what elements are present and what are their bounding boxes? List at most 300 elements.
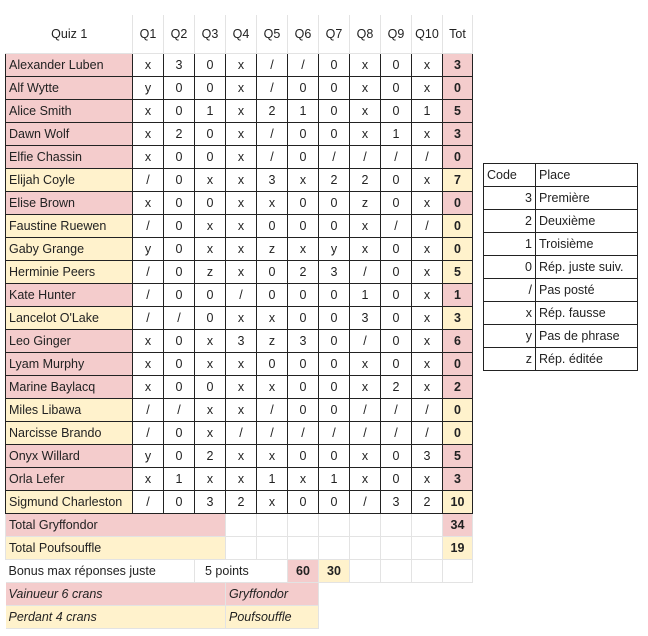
- student-name[interactable]: Leo Ginger: [6, 330, 133, 353]
- empty-cell[interactable]: [412, 514, 443, 537]
- empty-cell[interactable]: [257, 537, 288, 560]
- score-cell[interactable]: /: [350, 399, 381, 422]
- score-cell[interactable]: x: [133, 146, 164, 169]
- student-name[interactable]: Elijah Coyle: [6, 169, 133, 192]
- score-cell[interactable]: 0: [319, 54, 350, 77]
- score-cell[interactable]: /: [133, 399, 164, 422]
- empty-cell[interactable]: [257, 514, 288, 537]
- score-cell[interactable]: /: [257, 54, 288, 77]
- score-cell[interactable]: /: [350, 491, 381, 514]
- legend-place[interactable]: Troisième: [536, 233, 638, 256]
- score-cell[interactable]: /: [133, 422, 164, 445]
- total-cell[interactable]: 0: [443, 238, 473, 261]
- score-cell[interactable]: x: [350, 353, 381, 376]
- score-cell[interactable]: x: [133, 192, 164, 215]
- score-cell[interactable]: 0: [257, 261, 288, 284]
- score-cell[interactable]: x: [226, 215, 257, 238]
- score-cell[interactable]: 0: [164, 353, 195, 376]
- score-cell[interactable]: 3: [350, 307, 381, 330]
- score-cell[interactable]: x: [226, 238, 257, 261]
- score-cell[interactable]: 0: [288, 146, 319, 169]
- score-cell[interactable]: /: [412, 399, 443, 422]
- result-house[interactable]: Gryffondor: [226, 583, 319, 606]
- score-cell[interactable]: x: [133, 376, 164, 399]
- score-cell[interactable]: z: [257, 238, 288, 261]
- column-header[interactable]: Tot: [443, 15, 473, 54]
- legend-place[interactable]: Pas posté: [536, 279, 638, 302]
- student-name[interactable]: Elfie Chassin: [6, 146, 133, 169]
- empty-cell[interactable]: [226, 537, 257, 560]
- legend-code[interactable]: x: [484, 302, 536, 325]
- score-cell[interactable]: /: [133, 215, 164, 238]
- column-header[interactable]: Q9: [381, 15, 412, 54]
- empty-cell[interactable]: [350, 560, 381, 583]
- score-cell[interactable]: x: [350, 54, 381, 77]
- total-cell[interactable]: 0: [443, 215, 473, 238]
- score-cell[interactable]: x: [350, 215, 381, 238]
- score-cell[interactable]: x: [350, 468, 381, 491]
- score-cell[interactable]: x: [133, 123, 164, 146]
- score-cell[interactable]: x: [226, 376, 257, 399]
- score-cell[interactable]: 0: [319, 192, 350, 215]
- score-cell[interactable]: 0: [319, 100, 350, 123]
- total-cell[interactable]: 0: [443, 192, 473, 215]
- student-name[interactable]: Onyx Willard: [6, 445, 133, 468]
- bonus-poufsouffle[interactable]: 30: [319, 560, 350, 583]
- empty-cell[interactable]: [288, 537, 319, 560]
- score-cell[interactable]: x: [257, 491, 288, 514]
- score-cell[interactable]: 0: [164, 238, 195, 261]
- score-cell[interactable]: /: [350, 330, 381, 353]
- student-name[interactable]: Alice Smith: [6, 100, 133, 123]
- score-cell[interactable]: 0: [164, 77, 195, 100]
- score-cell[interactable]: 0: [288, 123, 319, 146]
- score-cell[interactable]: /: [257, 422, 288, 445]
- total-cell[interactable]: 1: [443, 284, 473, 307]
- score-cell[interactable]: /: [257, 399, 288, 422]
- score-cell[interactable]: 0: [288, 491, 319, 514]
- score-cell[interactable]: x: [133, 353, 164, 376]
- score-cell[interactable]: x: [195, 468, 226, 491]
- score-cell[interactable]: 0: [319, 445, 350, 468]
- score-cell[interactable]: x: [412, 307, 443, 330]
- score-cell[interactable]: 0: [319, 399, 350, 422]
- empty-cell[interactable]: [319, 537, 350, 560]
- total-cell[interactable]: 0: [443, 422, 473, 445]
- score-cell[interactable]: /: [381, 146, 412, 169]
- total-cell[interactable]: 3: [443, 307, 473, 330]
- score-cell[interactable]: z: [195, 261, 226, 284]
- score-cell[interactable]: x: [226, 399, 257, 422]
- student-name[interactable]: Orla Lefer: [6, 468, 133, 491]
- legend-place[interactable]: Rép. juste suiv.: [536, 256, 638, 279]
- score-cell[interactable]: x: [288, 238, 319, 261]
- score-cell[interactable]: /: [381, 399, 412, 422]
- score-cell[interactable]: 0: [164, 215, 195, 238]
- total-cell[interactable]: 10: [443, 491, 473, 514]
- score-cell[interactable]: 3: [164, 54, 195, 77]
- total-cell[interactable]: 5: [443, 100, 473, 123]
- total-cell[interactable]: 0: [443, 146, 473, 169]
- score-cell[interactable]: 0: [381, 261, 412, 284]
- score-cell[interactable]: 0: [288, 399, 319, 422]
- column-header[interactable]: Q3: [195, 15, 226, 54]
- score-cell[interactable]: /: [133, 284, 164, 307]
- total-cell[interactable]: 5: [443, 445, 473, 468]
- score-cell[interactable]: y: [133, 445, 164, 468]
- score-cell[interactable]: x: [412, 468, 443, 491]
- score-cell[interactable]: 0: [381, 77, 412, 100]
- score-cell[interactable]: /: [350, 261, 381, 284]
- empty-cell[interactable]: [381, 514, 412, 537]
- score-cell[interactable]: 2: [195, 445, 226, 468]
- score-cell[interactable]: 0: [164, 491, 195, 514]
- total-cell[interactable]: 2: [443, 376, 473, 399]
- score-cell[interactable]: /: [412, 146, 443, 169]
- student-name[interactable]: Elise Brown: [6, 192, 133, 215]
- student-name[interactable]: Herminie Peers: [6, 261, 133, 284]
- score-cell[interactable]: 0: [288, 215, 319, 238]
- score-cell[interactable]: 0: [164, 330, 195, 353]
- student-name[interactable]: Lancelot O'Lake: [6, 307, 133, 330]
- score-cell[interactable]: z: [257, 330, 288, 353]
- score-cell[interactable]: x: [288, 169, 319, 192]
- score-cell[interactable]: 0: [381, 353, 412, 376]
- house-total-label[interactable]: Total Poufsouffle: [6, 537, 226, 560]
- score-cell[interactable]: /: [164, 399, 195, 422]
- score-cell[interactable]: x: [133, 468, 164, 491]
- legend-code-header[interactable]: Code: [484, 164, 536, 187]
- empty-cell[interactable]: [412, 560, 443, 583]
- score-cell[interactable]: 0: [381, 468, 412, 491]
- score-cell[interactable]: 0: [288, 353, 319, 376]
- score-cell[interactable]: x: [133, 54, 164, 77]
- legend-code[interactable]: 3: [484, 187, 536, 210]
- score-cell[interactable]: 3: [288, 330, 319, 353]
- total-cell[interactable]: 0: [443, 353, 473, 376]
- legend-place[interactable]: Deuxième: [536, 210, 638, 233]
- column-header[interactable]: Q6: [288, 15, 319, 54]
- score-cell[interactable]: 0: [381, 307, 412, 330]
- score-cell[interactable]: x: [226, 100, 257, 123]
- column-header[interactable]: Q7: [319, 15, 350, 54]
- empty-cell[interactable]: [350, 514, 381, 537]
- score-cell[interactable]: x: [412, 376, 443, 399]
- score-cell[interactable]: x: [226, 192, 257, 215]
- score-cell[interactable]: 1: [381, 123, 412, 146]
- column-header[interactable]: Q5: [257, 15, 288, 54]
- score-cell[interactable]: /: [350, 422, 381, 445]
- score-cell[interactable]: 1: [288, 100, 319, 123]
- empty-cell[interactable]: [381, 560, 412, 583]
- score-cell[interactable]: x: [412, 261, 443, 284]
- quiz-title[interactable]: Quiz 1: [6, 15, 133, 54]
- score-cell[interactable]: /: [288, 54, 319, 77]
- empty-cell[interactable]: [226, 514, 257, 537]
- column-header[interactable]: Q8: [350, 15, 381, 54]
- score-cell[interactable]: 0: [381, 238, 412, 261]
- score-cell[interactable]: 0: [381, 100, 412, 123]
- empty-cell[interactable]: [288, 514, 319, 537]
- student-name[interactable]: Lyam Murphy: [6, 353, 133, 376]
- score-cell[interactable]: x: [350, 77, 381, 100]
- score-cell[interactable]: /: [288, 422, 319, 445]
- score-cell[interactable]: /: [133, 307, 164, 330]
- score-cell[interactable]: /: [257, 77, 288, 100]
- score-cell[interactable]: y: [133, 238, 164, 261]
- score-cell[interactable]: x: [133, 100, 164, 123]
- score-cell[interactable]: x: [226, 261, 257, 284]
- score-cell[interactable]: 0: [195, 284, 226, 307]
- score-cell[interactable]: 0: [319, 491, 350, 514]
- score-cell[interactable]: 0: [195, 77, 226, 100]
- score-cell[interactable]: x: [412, 123, 443, 146]
- score-cell[interactable]: 0: [164, 169, 195, 192]
- score-cell[interactable]: x: [133, 330, 164, 353]
- score-cell[interactable]: 2: [350, 169, 381, 192]
- score-cell[interactable]: 3: [381, 491, 412, 514]
- score-cell[interactable]: x: [412, 238, 443, 261]
- score-cell[interactable]: 2: [381, 376, 412, 399]
- column-header[interactable]: Q2: [164, 15, 195, 54]
- score-cell[interactable]: x: [350, 376, 381, 399]
- score-cell[interactable]: 0: [164, 376, 195, 399]
- score-cell[interactable]: 0: [381, 169, 412, 192]
- score-cell[interactable]: x: [195, 330, 226, 353]
- score-cell[interactable]: /: [381, 215, 412, 238]
- score-cell[interactable]: x: [226, 445, 257, 468]
- score-cell[interactable]: /: [226, 284, 257, 307]
- score-cell[interactable]: x: [350, 123, 381, 146]
- student-name[interactable]: Gaby Grange: [6, 238, 133, 261]
- legend-place[interactable]: Rép. éditée: [536, 348, 638, 371]
- legend-code[interactable]: 0: [484, 256, 536, 279]
- score-cell[interactable]: 0: [195, 192, 226, 215]
- bonus-points[interactable]: 5 points: [195, 560, 288, 583]
- student-name[interactable]: Sigmund Charleston: [6, 491, 133, 514]
- house-total-value[interactable]: 19: [443, 537, 473, 560]
- score-cell[interactable]: 3: [257, 169, 288, 192]
- score-cell[interactable]: x: [226, 169, 257, 192]
- score-cell[interactable]: 0: [164, 261, 195, 284]
- empty-cell[interactable]: [350, 537, 381, 560]
- score-cell[interactable]: x: [226, 54, 257, 77]
- legend-place[interactable]: Rép. fausse: [536, 302, 638, 325]
- total-cell[interactable]: 7: [443, 169, 473, 192]
- score-cell[interactable]: 0: [381, 284, 412, 307]
- score-cell[interactable]: 0: [288, 376, 319, 399]
- total-cell[interactable]: 3: [443, 54, 473, 77]
- legend-code[interactable]: z: [484, 348, 536, 371]
- score-cell[interactable]: /: [319, 146, 350, 169]
- score-cell[interactable]: /: [412, 422, 443, 445]
- student-name[interactable]: Alexander Luben: [6, 54, 133, 77]
- score-cell[interactable]: x: [195, 399, 226, 422]
- score-cell[interactable]: x: [226, 468, 257, 491]
- house-total-value[interactable]: 34: [443, 514, 473, 537]
- score-cell[interactable]: x: [195, 215, 226, 238]
- score-cell[interactable]: 0: [257, 353, 288, 376]
- legend-code[interactable]: 2: [484, 210, 536, 233]
- score-cell[interactable]: /: [133, 491, 164, 514]
- result-label[interactable]: Perdant 4 crans: [6, 606, 226, 629]
- score-cell[interactable]: 2: [257, 100, 288, 123]
- score-cell[interactable]: 3: [195, 491, 226, 514]
- score-cell[interactable]: 0: [164, 100, 195, 123]
- score-cell[interactable]: 0: [319, 215, 350, 238]
- score-cell[interactable]: 2: [288, 261, 319, 284]
- student-name[interactable]: Alf Wytte: [6, 77, 133, 100]
- score-cell[interactable]: x: [412, 54, 443, 77]
- score-cell[interactable]: x: [412, 353, 443, 376]
- total-cell[interactable]: 0: [443, 399, 473, 422]
- score-cell[interactable]: 0: [319, 77, 350, 100]
- score-cell[interactable]: 1: [350, 284, 381, 307]
- score-cell[interactable]: x: [226, 307, 257, 330]
- score-cell[interactable]: 0: [319, 376, 350, 399]
- student-name[interactable]: Marine Baylacq: [6, 376, 133, 399]
- score-cell[interactable]: 0: [319, 330, 350, 353]
- score-cell[interactable]: 0: [288, 192, 319, 215]
- score-cell[interactable]: 0: [257, 284, 288, 307]
- score-cell[interactable]: x: [288, 468, 319, 491]
- score-cell[interactable]: 1: [319, 468, 350, 491]
- column-header[interactable]: Q4: [226, 15, 257, 54]
- score-cell[interactable]: z: [350, 192, 381, 215]
- score-cell[interactable]: 0: [319, 307, 350, 330]
- score-cell[interactable]: x: [226, 77, 257, 100]
- score-cell[interactable]: x: [412, 169, 443, 192]
- score-cell[interactable]: 0: [257, 215, 288, 238]
- score-cell[interactable]: 1: [195, 100, 226, 123]
- score-cell[interactable]: /: [257, 146, 288, 169]
- score-cell[interactable]: x: [226, 123, 257, 146]
- score-cell[interactable]: x: [350, 238, 381, 261]
- score-cell[interactable]: x: [412, 284, 443, 307]
- score-cell[interactable]: 0: [195, 307, 226, 330]
- score-cell[interactable]: 0: [195, 376, 226, 399]
- student-name[interactable]: Narcisse Brando: [6, 422, 133, 445]
- score-cell[interactable]: 0: [164, 284, 195, 307]
- score-cell[interactable]: x: [195, 422, 226, 445]
- empty-cell[interactable]: [443, 560, 473, 583]
- score-cell[interactable]: x: [257, 192, 288, 215]
- student-name[interactable]: Dawn Wolf: [6, 123, 133, 146]
- score-cell[interactable]: /: [133, 261, 164, 284]
- score-cell[interactable]: x: [257, 307, 288, 330]
- score-cell[interactable]: x: [412, 330, 443, 353]
- score-cell[interactable]: 2: [412, 491, 443, 514]
- score-cell[interactable]: /: [381, 422, 412, 445]
- score-cell[interactable]: /: [164, 307, 195, 330]
- total-cell[interactable]: 3: [443, 468, 473, 491]
- score-cell[interactable]: 1: [257, 468, 288, 491]
- score-cell[interactable]: 0: [164, 146, 195, 169]
- score-cell[interactable]: /: [226, 422, 257, 445]
- score-cell[interactable]: 3: [226, 330, 257, 353]
- score-cell[interactable]: 1: [164, 468, 195, 491]
- score-cell[interactable]: 0: [288, 307, 319, 330]
- student-name[interactable]: Kate Hunter: [6, 284, 133, 307]
- house-total-label[interactable]: Total Gryffondor: [6, 514, 226, 537]
- score-cell[interactable]: x: [226, 146, 257, 169]
- score-cell[interactable]: x: [226, 353, 257, 376]
- score-cell[interactable]: 0: [381, 192, 412, 215]
- empty-cell[interactable]: [412, 537, 443, 560]
- score-cell[interactable]: /: [319, 422, 350, 445]
- score-cell[interactable]: /: [412, 215, 443, 238]
- score-cell[interactable]: x: [412, 192, 443, 215]
- student-name[interactable]: Faustine Ruewen: [6, 215, 133, 238]
- legend-code[interactable]: 1: [484, 233, 536, 256]
- score-cell[interactable]: 0: [195, 54, 226, 77]
- score-cell[interactable]: x: [195, 238, 226, 261]
- total-cell[interactable]: 3: [443, 123, 473, 146]
- score-cell[interactable]: 0: [164, 422, 195, 445]
- score-cell[interactable]: x: [195, 353, 226, 376]
- column-header[interactable]: Q1: [133, 15, 164, 54]
- legend-place[interactable]: Pas de phrase: [536, 325, 638, 348]
- score-cell[interactable]: 0: [381, 54, 412, 77]
- score-cell[interactable]: /: [133, 169, 164, 192]
- score-cell[interactable]: x: [257, 376, 288, 399]
- score-cell[interactable]: 2: [226, 491, 257, 514]
- bonus-label[interactable]: Bonus max réponses juste: [6, 560, 195, 583]
- score-cell[interactable]: 0: [319, 353, 350, 376]
- score-cell[interactable]: x: [350, 100, 381, 123]
- total-cell[interactable]: 0: [443, 77, 473, 100]
- score-cell[interactable]: 0: [195, 146, 226, 169]
- score-cell[interactable]: x: [412, 77, 443, 100]
- score-cell[interactable]: 0: [288, 77, 319, 100]
- score-cell[interactable]: 3: [412, 445, 443, 468]
- legend-place-header[interactable]: Place: [536, 164, 638, 187]
- score-cell[interactable]: 2: [319, 169, 350, 192]
- total-cell[interactable]: 5: [443, 261, 473, 284]
- score-cell[interactable]: 0: [164, 192, 195, 215]
- column-header[interactable]: Q10: [412, 15, 443, 54]
- empty-cell[interactable]: [381, 537, 412, 560]
- score-cell[interactable]: y: [133, 77, 164, 100]
- result-label[interactable]: Vainueur 6 crans: [6, 583, 226, 606]
- score-cell[interactable]: 0: [195, 123, 226, 146]
- score-cell[interactable]: 0: [288, 284, 319, 307]
- score-cell[interactable]: 0: [381, 330, 412, 353]
- score-cell[interactable]: 0: [288, 445, 319, 468]
- bonus-gryffondor[interactable]: 60: [288, 560, 319, 583]
- score-cell[interactable]: /: [350, 146, 381, 169]
- score-cell[interactable]: x: [350, 445, 381, 468]
- score-cell[interactable]: y: [319, 238, 350, 261]
- score-cell[interactable]: 0: [164, 445, 195, 468]
- total-cell[interactable]: 6: [443, 330, 473, 353]
- score-cell[interactable]: x: [257, 445, 288, 468]
- result-house[interactable]: Poufsouffle: [226, 606, 319, 629]
- score-cell[interactable]: 0: [381, 445, 412, 468]
- score-cell[interactable]: 0: [319, 284, 350, 307]
- score-cell[interactable]: 0: [319, 123, 350, 146]
- score-cell[interactable]: 3: [319, 261, 350, 284]
- score-cell[interactable]: x: [195, 169, 226, 192]
- score-cell[interactable]: 2: [164, 123, 195, 146]
- score-cell[interactable]: /: [257, 123, 288, 146]
- legend-code[interactable]: y: [484, 325, 536, 348]
- legend-place[interactable]: Première: [536, 187, 638, 210]
- score-cell[interactable]: 1: [412, 100, 443, 123]
- empty-cell[interactable]: [319, 514, 350, 537]
- student-name[interactable]: Miles Libawa: [6, 399, 133, 422]
- legend-code[interactable]: /: [484, 279, 536, 302]
